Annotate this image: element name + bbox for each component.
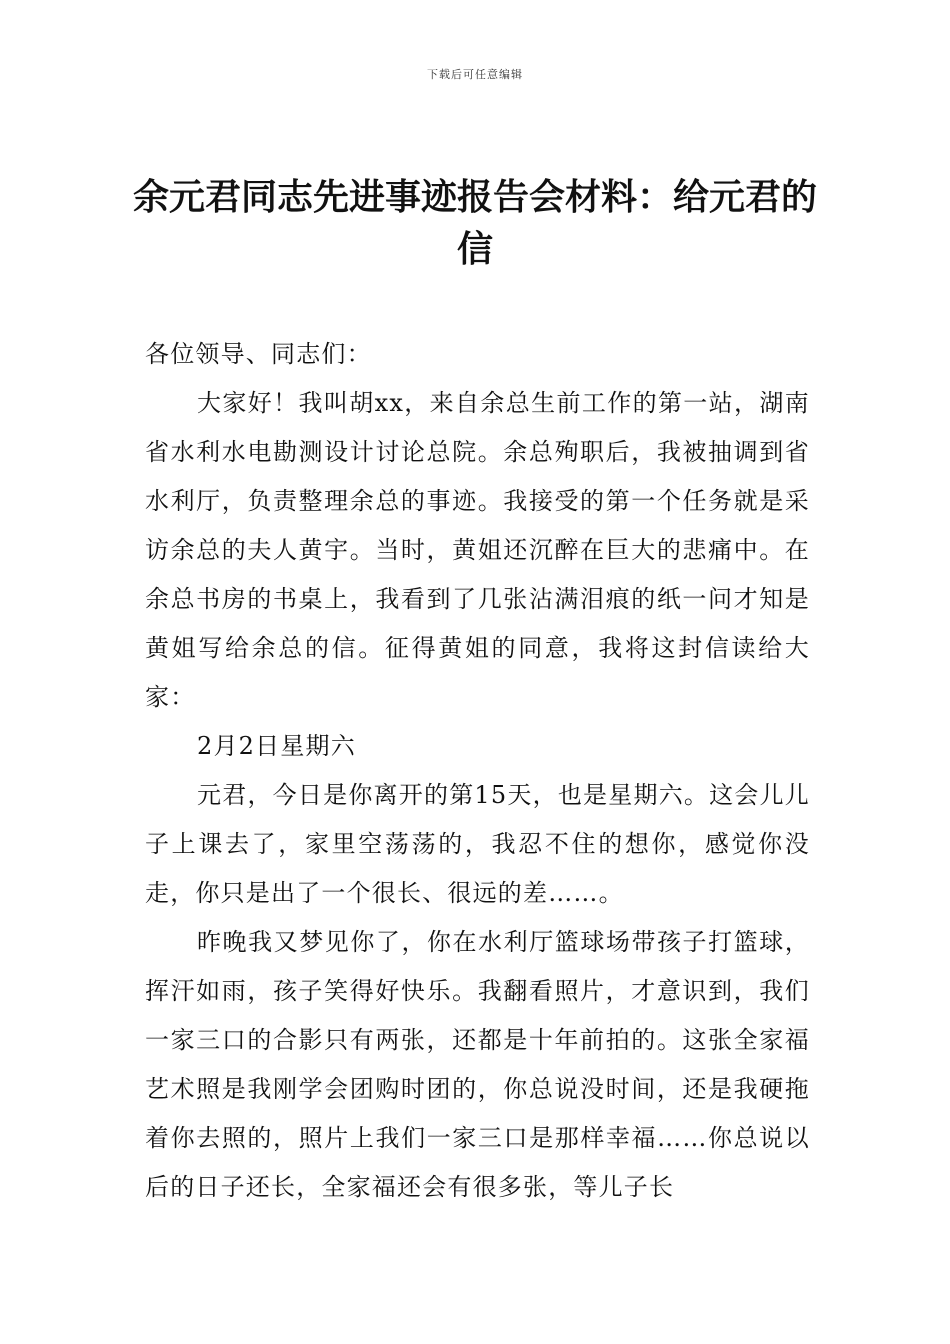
document-title: 余元君同志先进事迹报告会材料：给元君的信 (132, 177, 817, 270)
salutation: 各位领导、同志们： (145, 340, 372, 368)
paragraph-letter-2: 昨晚我又梦见你了，你在水利厅篮球场带孩子打篮球，挥汗如雨，孩子笑得好快乐。我翻看照片，才意识到，我们一家三口的合影只有两张，还都是十年前拍的。这张全家福艺术照是我刚学会团购时团的，你总说没时间，还是我硬拖着你去照的，照片上我们一家三口是那样幸福……你总说以后的日子还长，全家福还会有很多张，等儿子长 (145, 928, 810, 1201)
document-body (145, 330, 810, 1212)
header-note: 下载后可任意编辑 (427, 68, 523, 81)
letter-date: 2月2日星期六 (197, 732, 356, 760)
paragraph-intro: 大家好！我叫胡xx，来自余总生前工作的第一站，湖南省水利水电勘测设计讨论总院。余总殉职后，我被抽调到省水利厅，负责整理余总的事迹。我接受的第一个任务就是采访余总的夫人黄宇。当时，黄姐还沉醉在巨大的悲痛中。在余总书房的书桌上，我看到了几张沾满泪痕的纸一问才知是黄姐写给余总的信。征得黄姐的同意，我将这封信读给大家： (145, 389, 810, 711)
paragraph-letter-1: 元君，今日是你离开的第15天，也是星期六。这会儿儿子上课去了，家里空荡荡的，我忍不住的想你，感觉你没走，你只是出了一个很长、很远的差……。 (145, 781, 810, 907)
